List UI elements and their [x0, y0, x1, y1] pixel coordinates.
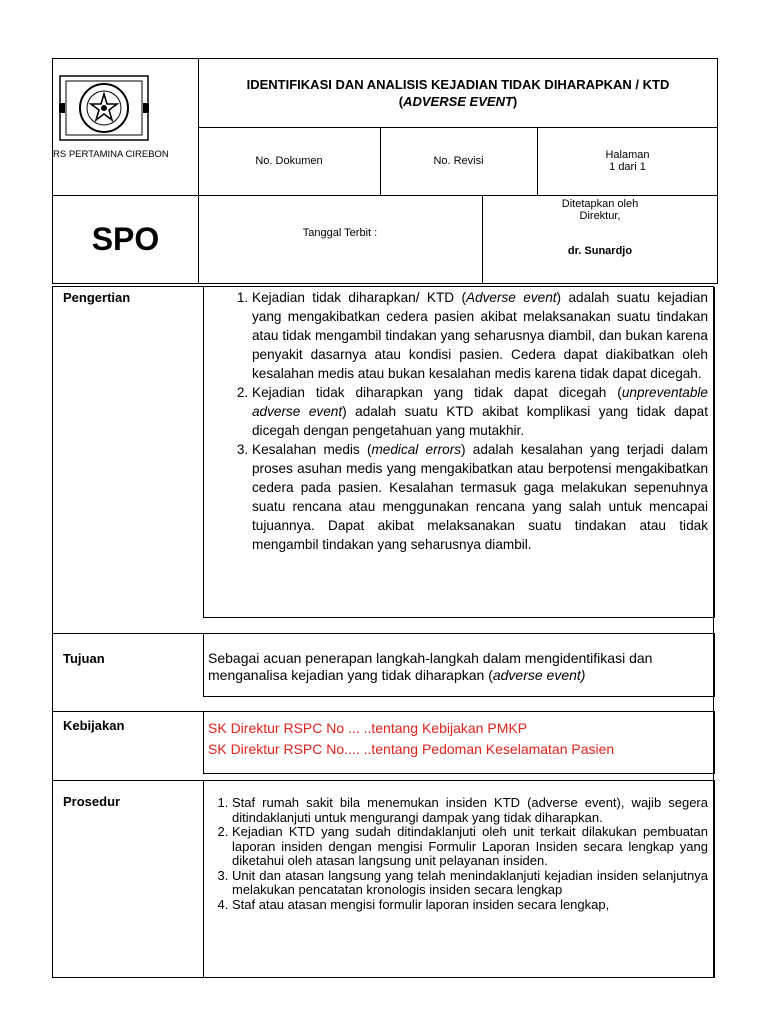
prosedur-item: 3. Unit dan atasan langsung yang telah menindaklanjuti kejadian insiden selanjutnya melakukan pencatatan kronologis insiden secara lengkap — [232, 869, 714, 898]
kebijakan-box — [203, 711, 715, 774]
ditetapkan-cell — [482, 195, 718, 283]
pengertian-box — [203, 287, 715, 618]
ditetapkan-line-1: Ditetapkan oleh — [561, 198, 639, 210]
prosedur-item: 1. Staf rumah sakit bila menemukan insiden KTD (adverse event), wajib segera ditindaklanjuti untuk mengurangi dampak yang tidak diharapkan. — [232, 796, 714, 825]
pengertian-label: Pengertian — [63, 290, 131, 305]
no-revisi-label: No. Revisi — [433, 155, 484, 167]
prosedur-label: Prosedur — [63, 794, 121, 809]
prosedur-box — [203, 780, 715, 978]
pengertian-item: 1. Kejadian tidak diharapkan/ KTD (Adverse event) adalah suatu kejadian yang mengakibatkan cedera pasien akibat melaksanakan suatu tindakan atau tidak mengambil tindakan yang seharusnya diambil, dan bukan karena penyakit dasarnya atau kondisi pasien. Cedera dapat diakibatkan oleh kesalahan medis atau bukan kesalahan medis karena tidak dapat dicegah. — [252, 288, 714, 383]
spo-label: SPO — [91, 220, 160, 257]
prosedur-item: 2. Kejadian KTD yang sudah ditindaklanjuti oleh unit terkait dilakukan pembuatan laporan insiden dengan mengisi Formulir Laporan Insiden secara lengkap yang diketahui oleh atasan langsung unit pelayanan insiden. — [232, 825, 714, 869]
halaman-value: 1 dari 1 — [609, 161, 646, 173]
pengertian-item: 2. Kejadian tidak diharapkan yang tidak dapat dicegah (unpreventable adverse event) adalah suatu KTD akibat komplikasi yang tidak dapat dicegah dengan pengetahuan yang mutakhir. — [252, 383, 714, 440]
pertamina-seal-logo-icon — [59, 75, 149, 141]
prosedur-list — [204, 781, 714, 912]
no-dokumen-label: No. Dokumen — [255, 155, 323, 167]
hospital-name: RS PERTAMINA CIREBON — [53, 149, 169, 160]
kebijakan-label: Kebijakan — [63, 718, 125, 733]
halaman-cell — [537, 127, 718, 195]
content-table — [52, 286, 714, 978]
document-title — [198, 59, 718, 127]
logo-cell — [53, 59, 198, 195]
title-line-1: IDENTIFIKASI DAN ANALISIS KEJADIAN TIDAK DIHARAPKAN / KTD — [246, 77, 670, 92]
prosedur-item: 4. Staf atau atasan mengisi formulir laporan insiden secara lengkap, — [232, 898, 714, 913]
kebijakan-line-2: SK Direktur RSPC No.... ..tentang Pedoman Keselamatan Pasien — [208, 741, 615, 757]
halaman-label: Halaman — [605, 149, 650, 161]
document-header — [52, 58, 718, 284]
pengertian-list — [204, 287, 714, 554]
tujuan-box — [203, 633, 715, 697]
director-name: dr. Sunardjo — [567, 245, 633, 257]
tujuan-text: Sebagai acuan penerapan langkah-langkah dalam mengidentifikasi dan menganalisa kejadian yang tidak diharapkan (adverse event) — [208, 650, 653, 683]
title-line-2: (ADVERSE EVENT) — [398, 94, 518, 109]
pengertian-item: 3. Kesalahan medis (medical errors) adalah kesalahan yang terjadi dalam proses asuhan medis yang mengakibatkan atau berpotensi mengakibatkan cedera pada pasien. Kesalahan termasuk gaga melakukan sepenuhnya suatu rencana atau menggunakan rencana yang salah untuk mencapai tujuannya. Dapat akibat melaksanakan suatu tindakan atau tidak mengambil tindakan yang seharusnya diambil. — [252, 440, 714, 554]
ditetapkan-line-2: Direktur, — [579, 210, 621, 222]
kebijakan-line-1: SK Direktur RSPC No ... ..tentang Kebijakan PMKP — [208, 720, 528, 736]
tujuan-label: Tujuan — [63, 651, 105, 666]
tanggal-terbit-label: Tanggal Terbit : — [302, 227, 378, 239]
